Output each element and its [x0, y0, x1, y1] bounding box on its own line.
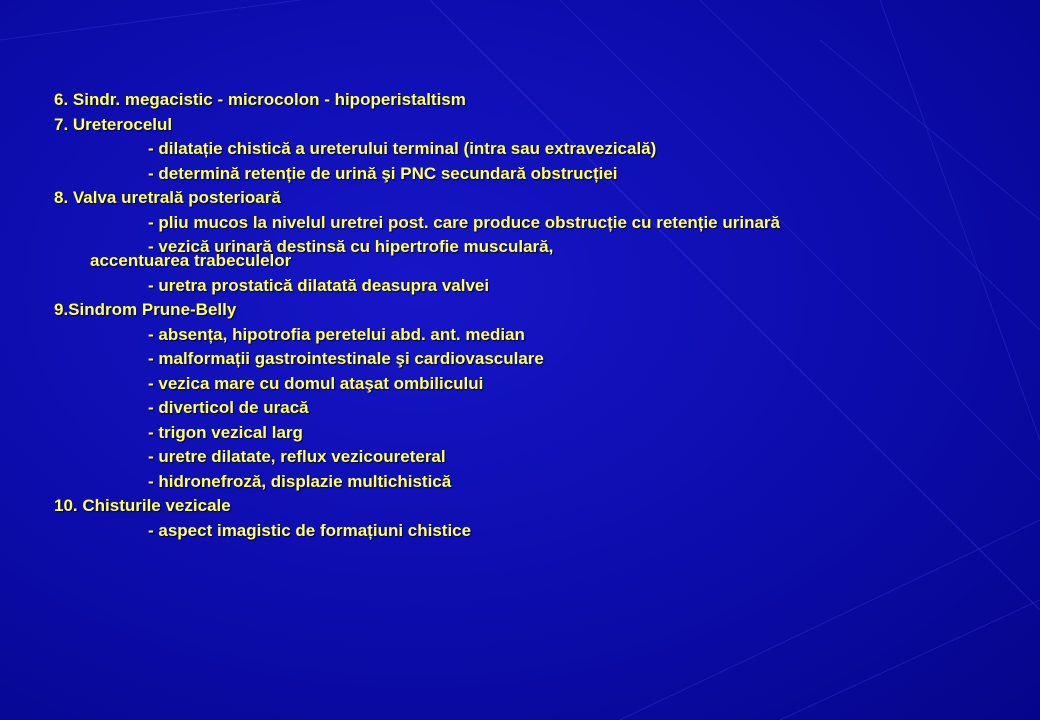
slide-line: - absența, hipotrofia peretelui abd. ant. median: [148, 324, 525, 344]
slide-line: 7. Ureterocelul: [54, 114, 173, 134]
slide-line: - determină retenție de urină şi PNC secundară obstrucției: [148, 163, 618, 183]
slide-line: - diverticol de uracă: [148, 398, 309, 417]
slide-line: - trigon vezical larg: [148, 422, 303, 442]
slide-line: - dilatație chistică a ureterului terminal (intra sau extravezicală): [148, 139, 657, 158]
slide-line: - malformații gastrointestinale şi cardiovasculare: [148, 349, 544, 368]
slide-line: - uretra prostatică dilatată deasupra valvei: [148, 275, 490, 295]
slide-line: - vezică urinară destinsă cu hipertrofie musculară,: [148, 237, 554, 256]
slide-line: 6. Sindr. megacistic - microcolon - hipoperistaltism: [54, 90, 466, 109]
slide-line: - hidronefroză, displazie multichistică: [148, 471, 452, 491]
slide-line: - pliu mucos la nivelul uretrei post. care produce obstrucție cu retenție urinară: [148, 212, 780, 232]
slide-line: - vezica mare cu domul ataşat ombilicului: [148, 373, 484, 393]
slide-line: - uretre dilatate, reflux vezicoureteral: [148, 447, 446, 466]
slide-line: - aspect imagistic de formațiuni chistice: [148, 520, 472, 540]
slide-line: 8. Valva uretrală posterioară: [54, 188, 281, 207]
slide-body: [54, 90, 1014, 541]
slide-line: 9.Sindrom Prune-Belly: [54, 300, 237, 319]
slide-line: accentuarea trabeculelor: [90, 251, 292, 270]
slide-line: 10. Chisturile vezicale: [54, 496, 231, 515]
